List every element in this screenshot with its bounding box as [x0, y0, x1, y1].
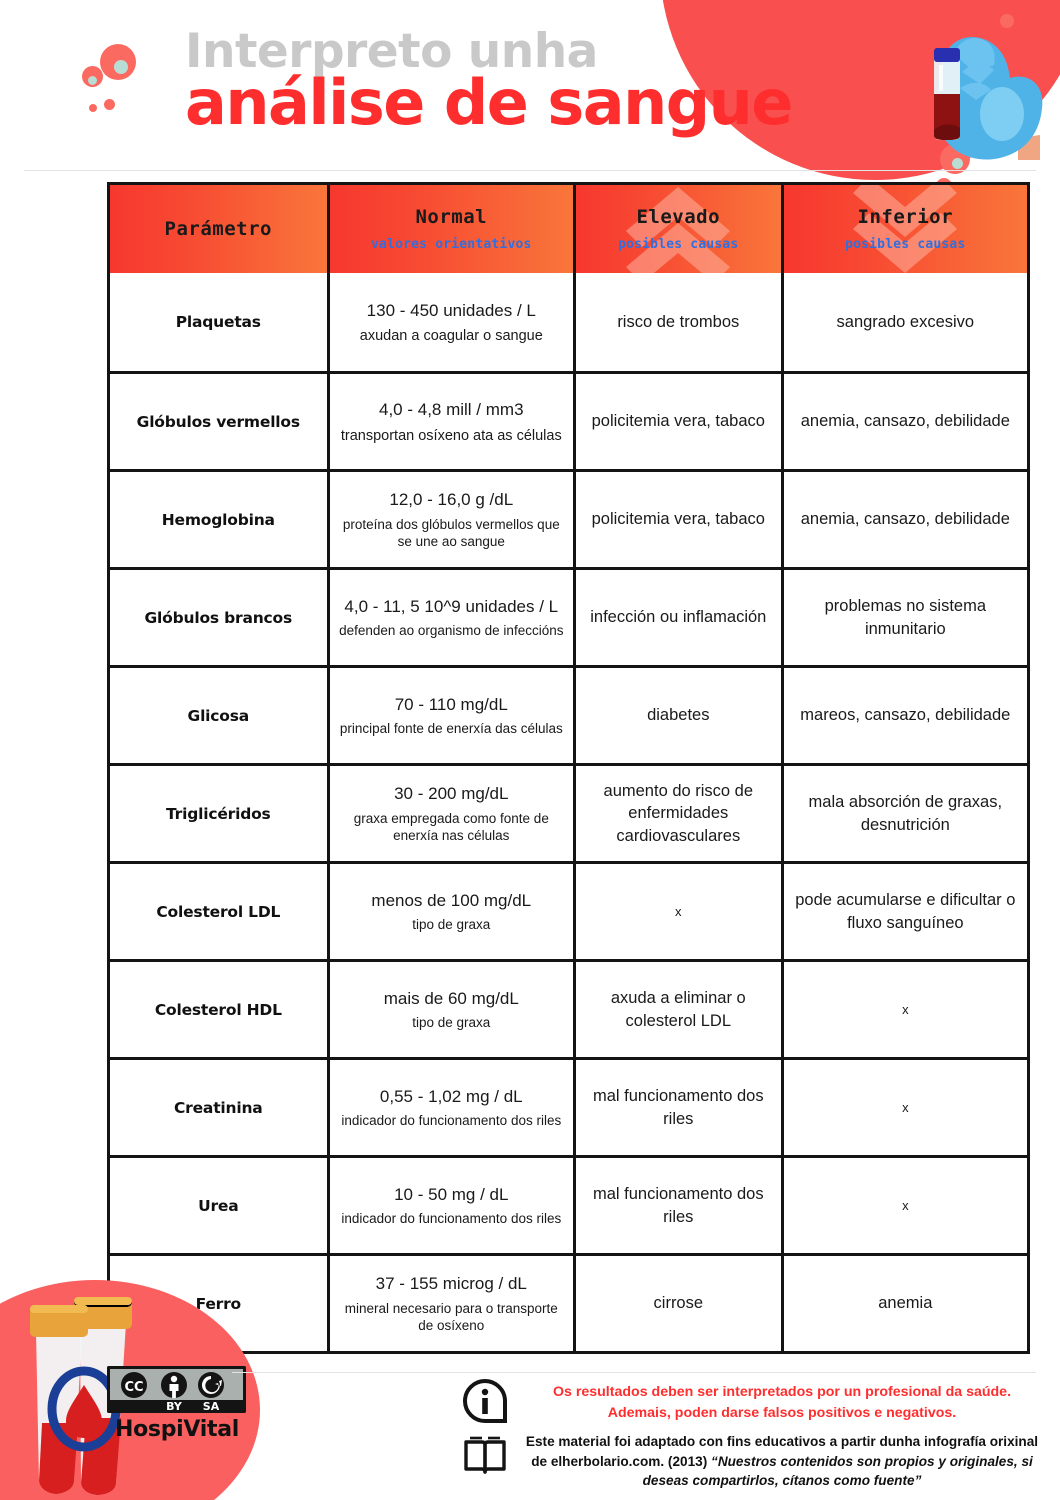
decor-dot-small-b	[89, 104, 97, 112]
inferior-cause: anemia, cansazo, debilidade	[800, 412, 1010, 431]
cell-inferior	[784, 1060, 1027, 1155]
cell-normal	[330, 374, 576, 469]
column-header-inferior-title: Inferior	[857, 206, 954, 228]
column-header-inferior-subtitle: posibles causas	[845, 237, 966, 252]
column-header-elevado	[576, 185, 784, 273]
elevado-cause: mal funcionamento dos riles	[592, 1087, 764, 1128]
decor-dot-medium-inner	[88, 76, 97, 85]
normal-description: principal fonte de enerxía das células	[339, 721, 563, 737]
cell-parameter	[110, 864, 330, 959]
inferior-cause: problemas no sistema inmunitario	[824, 597, 987, 638]
gloved-hand-holding-blood-tube-icon	[890, 10, 1050, 175]
warning-note-text: Os resultados deben ser interpretados por un profesional da saúde. Ademais, poden darse falsos positivos e negativos.	[552, 1384, 1012, 1421]
normal-value: 37 - 155 microg / dL	[375, 1274, 527, 1294]
normal-description: defenden ao organismo de infeccións	[339, 623, 564, 639]
cell-normal	[330, 273, 576, 371]
parameter-label: Colesterol LDL	[156, 902, 281, 921]
normal-value: 10 - 50 mg / dL	[394, 1184, 509, 1204]
decor-dot-small-a	[104, 99, 115, 110]
license-block	[107, 1366, 247, 1442]
normal-description: transportan osíxeno ata as células	[340, 427, 562, 444]
table-row	[110, 273, 1027, 371]
elevado-cause: cirrose	[653, 1294, 704, 1313]
normal-value: 12,0 - 16,0 g /dL	[389, 490, 514, 510]
table-row	[110, 861, 1027, 959]
cell-normal	[330, 766, 576, 861]
cell-inferior	[784, 472, 1027, 567]
cell-inferior	[784, 962, 1027, 1057]
table-row	[110, 371, 1027, 469]
column-header-parametro-title: Parámetro	[164, 218, 272, 240]
parameter-label: Creatinina	[174, 1098, 263, 1117]
blood-test-table	[107, 182, 1030, 1354]
info-circle-icon	[462, 1378, 508, 1424]
page-title-line-1: Interpreto unha	[185, 24, 598, 79]
parameter-label: Glóbulos vermellos	[136, 412, 300, 431]
inferior-cause: x	[902, 1001, 909, 1017]
cell-inferior	[784, 1158, 1027, 1253]
parameter-label: Hemoglobina	[161, 510, 275, 529]
decor-dot-medium	[82, 66, 103, 87]
inferior-cause: sangrado excesivo	[836, 312, 975, 331]
normal-value: 130 - 450 unidades / L	[366, 300, 536, 320]
inferior-cause: mala absorción de graxas, desnutrición	[808, 793, 1003, 834]
cell-elevado	[576, 273, 784, 371]
normal-description: proteína dos glóbulos vermellos que se une ao sangue	[342, 516, 560, 549]
normal-description: graxa empregada como fonte de enerxía nas células	[353, 810, 549, 843]
normal-value: 0,55 - 1,02 mg / dL	[379, 1086, 523, 1106]
svg-text:BY: BY	[166, 1400, 182, 1413]
table-row	[110, 1057, 1027, 1155]
cell-normal	[330, 1060, 576, 1155]
table-row	[110, 763, 1027, 861]
source-note-italic: “Nuestros contenidos son propios y originales, si deseas compartirlos, cítanos como fuente”	[642, 1453, 1033, 1489]
brand-name: HospiVital	[115, 1417, 239, 1442]
cell-parameter	[110, 668, 330, 763]
cell-inferior	[784, 1256, 1027, 1351]
open-book-icon	[462, 1432, 508, 1478]
elevado-cause: policitemia vera, tabaco	[591, 510, 765, 529]
hero-banner	[0, 0, 1060, 182]
cell-parameter	[110, 766, 330, 861]
parameter-label: Urea	[198, 1196, 239, 1215]
parameter-label: Colesterol HDL	[154, 1000, 282, 1019]
inferior-cause: mareos, cansazo, debilidade	[800, 706, 1011, 725]
parameter-label: Glicosa	[187, 706, 250, 725]
decor-dot-large-inner	[114, 60, 128, 74]
cell-inferior	[784, 273, 1027, 371]
cell-inferior	[784, 570, 1027, 665]
parameter-label: Triglicéridos	[166, 804, 271, 823]
cell-parameter	[110, 472, 330, 567]
table-row	[110, 665, 1027, 763]
svg-text:CC: CC	[124, 1380, 144, 1395]
column-header-elevado-title: Elevado	[636, 206, 721, 228]
column-header-normal-subtitle: valores orientativos	[370, 237, 532, 252]
elevado-cause: mal funcionamento dos riles	[592, 1185, 764, 1226]
elevado-cause: axuda a eliminar o colesterol LDL	[610, 989, 746, 1030]
parameter-label: Glóbulos brancos	[144, 608, 293, 627]
cell-inferior	[784, 668, 1027, 763]
column-header-normal-title: Normal	[415, 206, 488, 228]
table-row	[110, 1155, 1027, 1253]
inferior-cause: x	[902, 1197, 909, 1213]
inferior-cause: pode acumularse e dificultar o fluxo sanguíneo	[795, 891, 1016, 932]
cell-inferior	[784, 766, 1027, 861]
cell-elevado	[576, 962, 784, 1057]
normal-description: tipo de graxa	[412, 1015, 491, 1031]
decor-dot-large	[100, 44, 136, 80]
source-note-text	[522, 1432, 1042, 1491]
cell-normal	[330, 962, 576, 1057]
normal-description: indicador do funcionamento dos riles	[341, 1113, 562, 1129]
cell-inferior	[784, 864, 1027, 959]
cell-normal	[330, 472, 576, 567]
normal-value: 4,0 - 4,8 mill / mm3	[379, 400, 524, 420]
elevado-cause: policitemia vera, tabaco	[591, 412, 765, 431]
cell-elevado	[576, 766, 784, 861]
inferior-cause: anemia, cansazo, debilidade	[800, 510, 1010, 529]
inferior-cause: anemia	[878, 1294, 933, 1313]
footer-divider	[232, 1372, 1036, 1373]
double-chevron-up-icon	[618, 185, 738, 273]
normal-value: menos de 100 mg/dL	[371, 890, 532, 910]
table-row	[110, 959, 1027, 1057]
elevado-cause: risco de trombos	[617, 312, 740, 331]
hero-divider	[24, 170, 1036, 171]
cell-normal	[330, 570, 576, 665]
cell-elevado	[576, 864, 784, 959]
normal-description: indicador do funcionamento dos riles	[341, 1211, 562, 1227]
column-header-inferior	[784, 185, 1027, 273]
cell-elevado	[576, 1158, 784, 1253]
normal-value: 70 - 110 mg/dL	[394, 694, 508, 714]
normal-description: mineral necesario para o transporte de osíxeno	[344, 1300, 558, 1333]
title-block	[185, 24, 885, 139]
cell-elevado	[576, 570, 784, 665]
cell-elevado	[576, 472, 784, 567]
source-note-plain: Este material foi adaptado con fins educativos a partir dunha infografía orixinal de elherbolario.com. (2013)	[525, 1434, 1039, 1469]
cell-normal	[330, 864, 576, 959]
normal-value: 4,0 - 11, 5 10^9 unidades / L	[344, 596, 559, 616]
column-header-parametro	[110, 185, 330, 273]
cell-elevado	[576, 1256, 784, 1351]
cell-elevado	[576, 668, 784, 763]
svg-text:SA: SA	[202, 1400, 220, 1413]
cell-parameter	[110, 1158, 330, 1253]
cell-parameter	[110, 962, 330, 1057]
table-body	[110, 273, 1027, 1351]
cell-elevado	[576, 1060, 784, 1155]
cell-parameter	[110, 1060, 330, 1155]
inferior-cause: x	[902, 1099, 909, 1115]
parameter-label: Ferro	[195, 1294, 241, 1313]
elevado-cause: diabetes	[647, 706, 710, 725]
cell-elevado	[576, 374, 784, 469]
warning-note-row	[462, 1378, 1042, 1424]
normal-value: 30 - 200 mg/dL	[394, 784, 509, 804]
table-row	[110, 469, 1027, 567]
table-row	[110, 1253, 1027, 1351]
page-title-line-2: análise de sangue	[185, 66, 792, 139]
elevado-cause: x	[675, 903, 682, 919]
cell-normal	[330, 1158, 576, 1253]
source-note-row	[462, 1432, 1042, 1491]
elevado-cause: aumento do risco de enfermidades cardiovasculares	[603, 782, 754, 845]
cell-parameter	[110, 273, 330, 371]
normal-value: mais de 60 mg/dL	[383, 988, 519, 1008]
cell-normal	[330, 668, 576, 763]
normal-description: tipo de graxa	[412, 917, 491, 933]
cc-by-sa-badge[interactable]	[107, 1366, 246, 1413]
cell-inferior	[784, 374, 1027, 469]
elevado-cause: infección ou inflamación	[590, 608, 767, 627]
parameter-label: Plaquetas	[175, 313, 261, 331]
column-header-elevado-subtitle: posibles causas	[618, 237, 739, 252]
cell-normal	[330, 1256, 576, 1351]
column-header-normal	[330, 185, 576, 273]
normal-description: axudan a coagular o sangue	[359, 328, 543, 345]
cell-parameter	[110, 374, 330, 469]
cell-parameter	[110, 570, 330, 665]
table-row	[110, 567, 1027, 665]
table-header-row	[110, 185, 1027, 273]
footer-notes	[462, 1378, 1042, 1491]
double-chevron-down-icon	[845, 185, 965, 273]
